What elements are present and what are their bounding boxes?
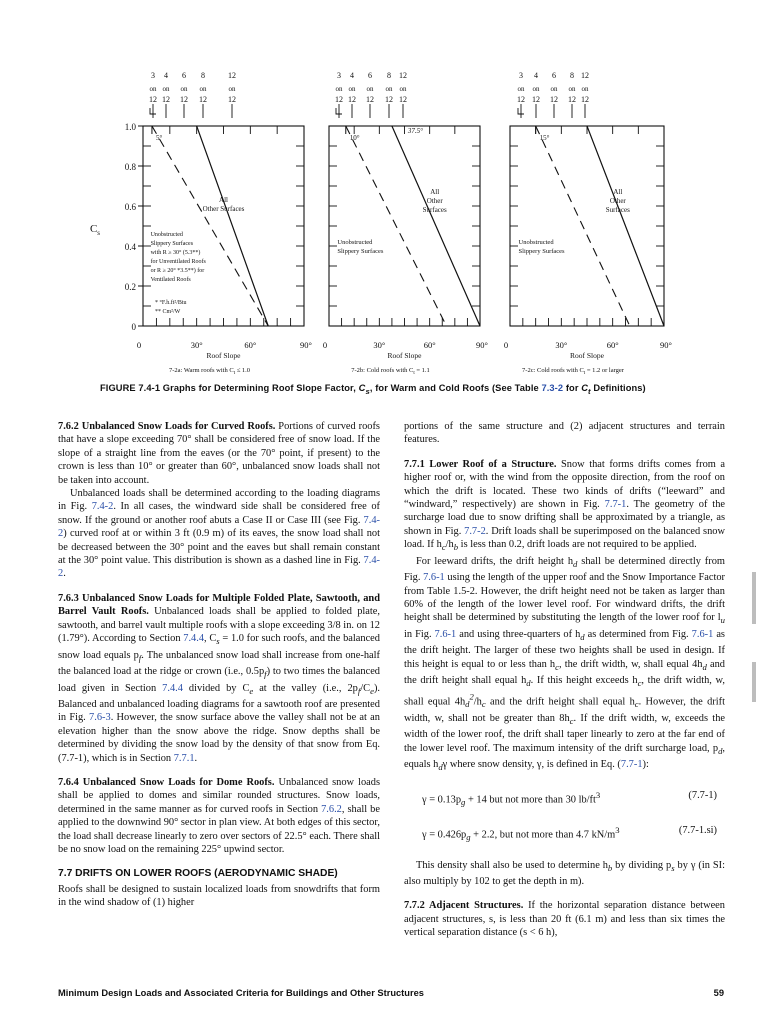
change-bar [752,572,756,624]
x-tick-label: 90° [476,340,488,350]
all-other-curve [197,126,269,326]
angle-label: 15° [539,134,550,142]
slope-denominator: 12 [199,95,207,104]
section-link[interactable]: 7.7.1 [173,752,195,764]
panel-subcaption: 7-2b: Cold roofs with $C_t = 1.1$ [351,367,430,376]
all-other-label: All [430,188,440,196]
slope-denominator: 12 [348,95,356,104]
slope-on: on [568,85,576,93]
slope-denominator: 12 [228,95,236,104]
slope-on: on [162,85,170,93]
section-7-6-3: 7.6.3 Unbalanced Snow Loads for Multiple Folded Plate, Sawtooth, and Barrel Vault Roofs. Unbalanced loads shall be applied to folded plate, sawtooth, and barrel vault multiple roofs with a slope exceeding 3/8 in. on 12 (1.79°). According to Section 7.4.4, $C_s = 1.0$ for such roofs, and the balanced snow load equals $p_f$. The unbalanced snow load shall increase from one-half the balanced load at the ridge or crown (i.e., $0.5p_f$) to two times the balanced load given in Section 7.4.4 divided by $C_e$ at the valley (i.e., $2p_f/C_e$). Balanced and unbalanced loading diagrams for a sawtooth roof are presented in Fig. 7.6-3. However, the snow surface above the valley shall not be at an elevation higher than the snow above the ridge. Snow depths shall be determined by dividing the snow load by the density of that snow from Eq. (7.7-1), which is in Section 7.7.1. [58,592,381,764]
equation-7-7-1: $\gamma = 0.13p_g + 14$ but not more than 30 $lb/ft^3$ (7.7-1) [422,789,717,808]
section-7-7-heading: 7.7 DRIFTS ON LOWER ROOFS (AERODYNAMIC SHADE) [58,867,338,879]
slope-denominator: 12 [385,95,393,104]
section-7-6-2: 7.6.2 Unbalanced Snow Loads for Curved Roofs. Portions of curved roofs that have a slope exceeding 70° shall be considered free of snow load. If the slope of a straight line from the eaves (or the 70° point, if present) to the crown is less than 10° or greater than 60°, unbalanced snow loads shall not be taken into account. [58,421,380,486]
slope-numerator: 12 [581,71,589,80]
panel-subcaption: 7-2c: Cold roofs with $C_t = 1.2$ or larger [522,367,624,376]
slippery-label: Slippery Surfaces [150,241,194,247]
section-link[interactable]: 7.4.4 [183,633,205,645]
y-tick-label: 0.4 [124,242,136,252]
slope-numerator: 12 [228,71,236,80]
all-other-label: Surfaces [422,206,447,214]
fig-link[interactable]: 7.4-2 [58,555,380,580]
x-tick-label: 90° [660,340,672,350]
paragraph: portions of the same structure and (2) adjacent structures and terrain features. [404,421,725,446]
x-tick-label: 0 [136,340,142,350]
section-link[interactable]: 7.6.2 [321,803,342,815]
paragraph: Roofs shall be designed to sustain localized loads from snowdrifts that form in the wind shadow of (1) higher [58,884,380,909]
fig-link[interactable]: 7.4-2 [91,501,114,513]
x-tick-label: 60° [244,340,257,350]
slope-on: on [532,85,540,93]
slippery-label: Unobstructed [337,239,373,246]
slope-on: on [335,85,343,93]
slope-on: on [180,85,188,93]
right-column [404,420,725,940]
fig-link[interactable]: 7.6-1 [423,572,445,584]
slippery-label: with R ≥ 30° (5.3**) [150,250,201,256]
slope-numerator: 6 [552,71,556,80]
panel-frame [143,126,304,326]
slope-on: on [550,85,558,93]
slippery-label: Unobstructed [518,239,554,246]
angle-label: 10° [349,134,360,142]
section-7-7-2: 7.7.2 Adjacent Structures. If the horizontal separation distance between adjacent structures, s, is less than 20 ft (6.1 m) and less than six times the vertical separation distance (s < 6 h), [404,900,725,939]
x-tick-label: 0 [503,340,509,350]
x-tick-label: 30° [555,340,568,350]
slippery-curve [152,126,268,326]
slope-on: on [149,85,157,93]
x-tick-label: 30° [190,340,203,350]
y-axis-label: $C_s$ [89,223,101,237]
all-other-label: All [219,196,228,204]
change-bar [752,662,756,702]
x-axis-label: Roof Slope [570,351,604,360]
footnote: * °F.h.ft²/Btu [155,300,187,306]
all-other-curve [392,126,480,326]
slippery-label: Unobstructed [150,232,183,238]
slope-numerator: 3 [151,71,155,80]
all-other-label: Other [609,197,626,205]
left-column [58,420,380,910]
all-other-label: Other Surfaces [202,205,245,213]
slippery-label: Slippery Surfaces [518,248,565,255]
slope-numerator: 6 [182,71,186,80]
slope-denominator: 12 [366,95,374,104]
slope-denominator: 12 [149,95,157,104]
fig-link[interactable]: 7.6-3 [89,712,111,724]
fig-link[interactable]: 7.4-2 [58,514,380,540]
slippery-label: Ventilated Roofs [150,277,191,283]
section-7-7-1: 7.7.1 Lower Roof of a Structure. Snow that forms drifts comes from a higher roof or, with the wind from the opposite direction, from the roof on which the drift is located. These two kinds of drifts (“leeward” and “windward,” respectively) are shown in Fig. 7.7-1. The geometry of the surcharge load due to snow drifting shall be approximated by a triangle, as shown in Fig. 7.7-2. Drift loads shall be superimposed on the balanced snow load. If $h_c/h_b$ is less than 0.2, drift loads are not required to be applied. [404,458,725,553]
slope-denominator: 12 [517,95,525,104]
x-axis-label: Roof Slope [206,351,241,360]
fig-link[interactable]: 7.6-1 [691,628,714,640]
slope-on: on [348,85,356,93]
slope-denominator: 12 [550,95,558,104]
slope-on: on [581,85,589,93]
slope-denominator: 12 [335,95,343,104]
slope-numerator: 4 [534,71,538,80]
slope-numerator: 6 [368,71,372,80]
slope-denominator: 12 [532,95,540,104]
x-tick-label: 90° [300,340,312,350]
y-tick-label: 0.2 [124,282,136,292]
slope-on: on [517,85,525,93]
fig-link[interactable]: 7.7-2 [464,525,486,537]
x-tick-label: 60° [423,340,436,350]
slope-numerator: 3 [337,71,341,80]
y-tick-label: 0 [131,322,136,332]
slope-numerator: 4 [164,71,168,80]
all-other-label: Surfaces [605,206,630,214]
y-tick-label: 0.8 [124,162,136,172]
slope-denominator: 12 [162,95,170,104]
fig-link[interactable]: 7.6-1 [434,628,457,640]
slope-denominator: 12 [180,95,188,104]
y-tick-label: 0.6 [124,202,136,212]
slope-numerator: 3 [519,71,523,80]
roof-slope-figure [0,0,768,380]
all-other-label: All [613,188,623,196]
footer-title: Minimum Design Loads and Associated Criteria for Buildings and Other Structures [58,988,424,998]
angle-label: 5° [155,134,163,142]
slippery-curve [346,126,447,326]
paragraph: For leeward drifts, the drift height $h_d$ shall be determined directly from Fig. 7.6-1 using the length of the upper roof and the Snow Importance Factor from Table 1.5-2. However, the drift height need not be taken as larger than 60% of the length of the lower level roof. For windward drifts, the drift height shall be determined by substituting the length of the lower roof for $l_u$ in Fig. 7.6-1 and using three-quarters of $h_d$ as determined from Fig. 7.6-1 as the drift height. The larger of these two heights shall be used in design. If this height is equal to or less than $h_c$, the drift width, w, shall equal $4h_d$ and the drift height shall equal $h_d$. If this height exceeds $h_c$, the drift width, w, shall equal $4h_d^2/h_c$ and the drift height shall equal $h_c$. However, the drift width, w, shall not be greater than $8h_c$. If the drift width, w, exceeds the width of the lower roof, the drift shall taper linearly to zero at the far end of the lower level roof. The maximum intensity of the drift surcharge load, $p_d$, equals $h_d\gamma$ where snow density, γ, is defined in Eq. (7.7-1): [404,555,726,773]
slippery-curve [536,126,630,326]
section-7-6-4: 7.6.4 Unbalanced Snow Loads for Dome Roofs. Unbalanced snow loads shall be applied to domes and similar rounded structures. Snow loads, determined in the same manner as for curved roofs in Section 7.6.2, shall be applied to the downwind 90° sector in plan view. At both edges of this sector, the load shall decrease linearly to zero over sectors of 22.5° each. There shall be no snow load on the remaining 225° upwind sector. [58,777,380,856]
slippery-label: or R ≥ 20° *3.5**) for [150,268,205,274]
slope-on: on [228,85,236,93]
slope-on: on [366,85,374,93]
eq-link[interactable]: 7.7-1 [620,759,643,771]
section-link[interactable]: 7.4.4 [162,682,183,694]
angle-label-37-5: 37.5° [407,127,423,135]
fig-link[interactable]: 7.7-1 [604,499,627,511]
slippery-label: Slippery Surfaces [337,248,384,255]
slope-denominator: 12 [568,95,576,104]
all-other-label: Other [426,197,443,205]
x-tick-label: 30° [373,340,386,350]
panel-frame [510,126,664,326]
paragraph: This density shall also be used to determine $h_b$ by dividing $p_s$ by γ (in SI: also multiply by 102 to get the depth in m). [404,859,725,887]
slope-on: on [399,85,407,93]
y-tick-label: 1.0 [124,122,136,132]
slope-numerator: 8 [387,71,391,80]
slippery-label: for Unventilated Roofs [150,259,206,265]
page-footer [58,988,724,998]
equation-7-7-1-si: $\gamma = 0.426p_g + 2.2$, but not more than 4.7 $kN/m^3$ (7.7-1.si) [422,824,717,843]
slope-on: on [385,85,393,93]
all-other-curve [587,126,664,326]
panel-subcaption: 7-2a: Warm roofs with $C_t \le 1.0$ [168,367,251,376]
slope-denominator: 12 [581,95,589,104]
footnote: ** Cm²/W [155,309,181,315]
slope-numerator: 4 [350,71,354,80]
slope-numerator: 8 [570,71,574,80]
figure-caption: FIGURE 7.4-1 Graphs for Determining Roof Slope Factor, $C_s$, for Warm and Cold Roofs (See Table 7.3-2 for $C_t$ Definitions) [100,383,646,396]
x-tick-label: 60° [606,340,619,350]
slope-denominator: 12 [399,95,407,104]
x-tick-label: 0 [322,340,328,350]
paragraph: Unbalanced loads shall be determined according to the loading diagrams in Fig. 7.4-2. In all cases, the windward side shall be considered free of snow. If the ground or another roof abuts a Case II or Case III (see Fig. 7.4-2) curved roof at or within 3 ft (0.9 m) of its eaves, the snow load shall not be decreased between the 30° point and the eaves but shall remain constant at the 30° point value. This distribution is shown as a dashed line in Fig. 7.4-2. [58,488,380,580]
page-number: 59 [713,988,724,998]
slope-on: on [199,85,207,93]
slope-numerator: 8 [201,71,205,80]
x-axis-label: Roof Slope [387,351,422,360]
slope-numerator: 12 [399,71,407,80]
table-link[interactable]: 7.3-2 [541,383,564,393]
